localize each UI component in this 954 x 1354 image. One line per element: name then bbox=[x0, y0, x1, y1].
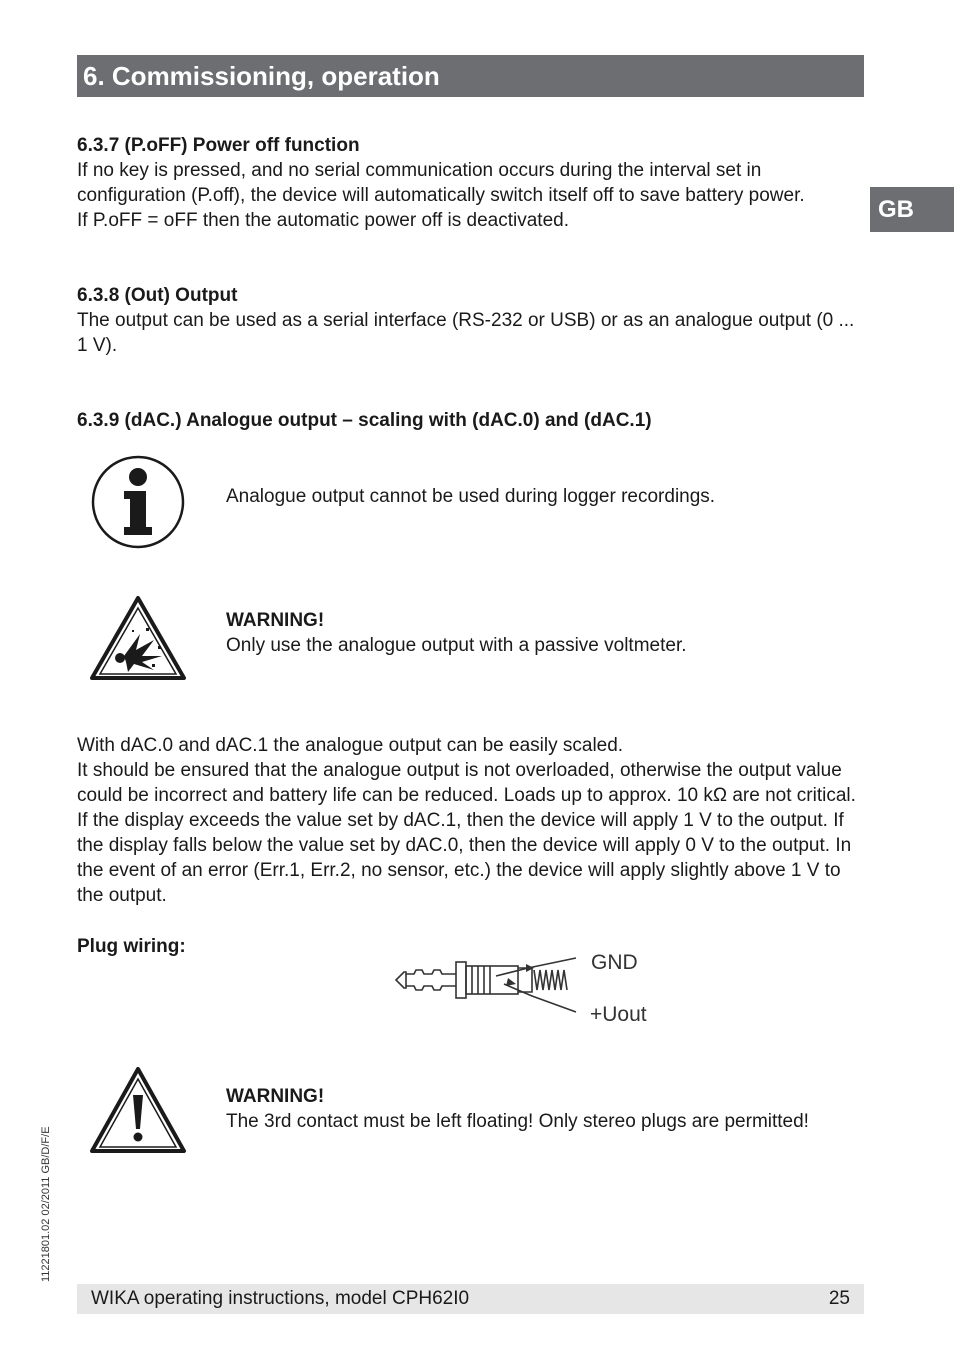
plug-uout-label: +Uout bbox=[590, 1003, 647, 1026]
section-heading-dac: 6.3.9 (dAC.) Analogue output – scaling with (dAC.0) and (dAC.1) bbox=[77, 410, 652, 431]
chapter-title: 6. Commissioning, operation bbox=[77, 55, 864, 97]
plug-diagram bbox=[392, 950, 582, 1027]
footer bbox=[77, 1284, 864, 1314]
section-dac bbox=[77, 408, 862, 433]
info-note bbox=[226, 484, 866, 509]
exclamation-warning-icon bbox=[88, 1065, 188, 1160]
info-icon bbox=[88, 453, 188, 556]
document-code: 11221801.02 02/2011 GB/D/F/E bbox=[40, 1126, 52, 1282]
warning-general-title: WARNING! bbox=[226, 1086, 325, 1107]
section-output bbox=[77, 283, 862, 358]
section-body-power-off-2: If P.oFF = oFF then the automatic power off is deactivated. bbox=[77, 210, 569, 231]
language-tab: GB bbox=[870, 187, 954, 232]
scaling-description bbox=[77, 733, 862, 908]
section-heading-power-off: 6.3.7 (P.oFF) Power off function bbox=[77, 135, 360, 156]
page-number: 25 bbox=[828, 1288, 850, 1309]
footer-title: WIKA operating instructions, model CPH62I0 bbox=[91, 1288, 470, 1309]
section-body-output: The output can be used as a serial interface (RS-232 or USB) or as an analogue output (0 ... 1 V). bbox=[77, 310, 855, 356]
warning-general bbox=[226, 1084, 866, 1134]
section-power-off bbox=[77, 133, 862, 233]
section-body-power-off: If no key is pressed, and no serial communication occurs during the interval set in configuration (P.off), the device will automatically switch itself off to save battery power. bbox=[77, 160, 805, 206]
scaling-paragraph: It should be ensured that the analogue output is not overloaded, otherwise the output value could be incorrect and battery life can be reduced. Loads up to approx. 10 kΩ are not critical. If the display exceeds the value set by dAC.1, then the device will apply 1 V to the output. If the display falls below the value set by dAC.0, then the device will apply 0 V to the output. In the event of an error (Err.1, Err.2, no sensor, etc.) the device will apply slightly above 1 V to the output. bbox=[77, 760, 856, 906]
warning-explosion bbox=[226, 608, 866, 658]
explosion-warning-icon bbox=[88, 594, 188, 687]
plug-gnd-label: GND bbox=[591, 951, 638, 974]
warning-explosion-title: WARNING! bbox=[226, 610, 325, 631]
scaling-line-1: With dAC.0 and dAC.1 the analogue output can be easily scaled. bbox=[77, 735, 624, 756]
warning-general-text: The 3rd contact must be left floating! Only stereo plugs are permitted! bbox=[226, 1111, 809, 1132]
section-heading-output: 6.3.8 (Out) Output bbox=[77, 285, 238, 306]
info-note-text: Analogue output cannot be used during logger recordings. bbox=[226, 486, 716, 507]
plug-wiring-heading: Plug wiring: bbox=[77, 936, 186, 957]
warning-explosion-text: Only use the analogue output with a passive voltmeter. bbox=[226, 635, 687, 656]
